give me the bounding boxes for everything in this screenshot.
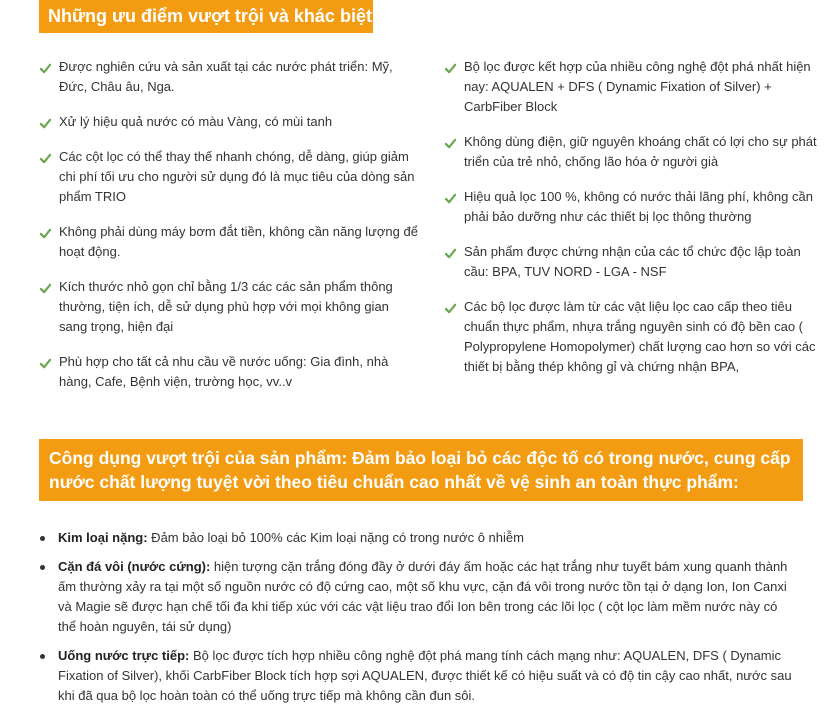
feature-item-text: Bộ lọc được kết hợp của nhiều công nghệ đột phá nhất hiện nay: AQUALEN + DFS ( Dynamic Fixation of Silver) + CarbFiber Block (464, 59, 811, 114)
benefit-term: Uống nước trực tiếp: (58, 648, 190, 663)
benefit-list (38, 528, 798, 715)
benefit-text: hiện tượng cặn trắng đóng đầy ở dưới đáy ấm hoặc các hạt trắng như tuyết bám xung quanh thành ấm thường xảy ra tại một số nguồn nước có độ cứng cao, một số khu vực, cặn đá vôi trong nước tồn tại ở dạng Ion, Ion Canxi và Magie sẽ được hạn chế tối đa khi tiếp xúc với các vật liệu trao đổi Ion bên trong các lõi lọc ( cột lọc làm mềm nước này có thể hoàn nguyên, tái sử dụng) (58, 559, 788, 634)
feature-item-text: Được nghiên cứu và sản xuất tại các nước phát triển: Mỹ, Đức, Châu âu, Nga. (59, 59, 393, 94)
section1-title: Những ưu điểm vượt trội và khác biệt (39, 0, 373, 33)
feature-item-text: Kích thước nhỏ gọn chỉ bằng 1/3 các các sản phẩm thông thường, tiện ích, dễ sử dụng phù hợp với mọi không gian sang trọng, hiện đại (59, 279, 393, 334)
feature-item (443, 297, 823, 377)
feature-item (443, 132, 823, 172)
benefit-item (38, 557, 798, 637)
feature-item-text: Sản phẩm được chứng nhận của các tổ chức độc lập toàn cầu: BPA, TUV NORD - LGA - NSF (464, 244, 801, 279)
feature-item (38, 57, 418, 97)
feature-item-text: Xử lý hiệu quả nước có màu Vàng, có mùi tanh (59, 114, 333, 129)
benefit-text: Đảm bảo loại bỏ 100% các Kim loại nặng có trong nước ô nhiễm (147, 530, 524, 545)
check-icon (40, 60, 50, 70)
check-icon (445, 60, 455, 70)
bullet-dot (40, 536, 45, 541)
feature-item (443, 57, 823, 117)
feature-item (38, 147, 418, 207)
benefit-term: Cặn đá vôi (nước cứng): (58, 559, 211, 574)
feature-item (38, 222, 418, 262)
feature-item (443, 242, 823, 282)
feature-item (38, 352, 418, 392)
benefit-text: Bộ lọc được tích hợp nhiều công nghệ đột phá mang tính cách mạng như: AQUALEN, DFS ( Dynamic Fixation of Silver), khối CarbFiber Block tích hợp sợi AQUALEN, được thiết kế có hiệu suất và có độ tin cậy cao nhất, nước sau khi đã qua bộ lọc hoàn toàn có thể uống trực tiếp mà không cần đun sôi. (58, 648, 792, 703)
feature-item-text: Phù hợp cho tất cả nhu cầu về nước uống: Gia đình, nhà hàng, Cafe, Bệnh viện, trường học, vv..v (59, 354, 389, 389)
check-icon (40, 150, 50, 160)
feature-item (38, 277, 418, 337)
check-icon (40, 280, 50, 290)
check-icon (40, 115, 50, 125)
check-icon (445, 300, 455, 310)
feature-item (38, 112, 418, 132)
benefit-term: Kim loại nặng: (58, 530, 148, 545)
feature-item-text: Hiệu quả lọc 100 %, không có nước thải lãng phí, không cần phải bảo dưỡng như các thiết bị lọc thông thường (464, 189, 813, 224)
check-icon (445, 245, 455, 255)
feature-item-text: Các bộ lọc được làm từ các vật liệu lọc cao cấp theo tiêu chuẩn thực phẩm, nhựa trắng nguyên sinh có độ bền cao ( Polypropylene Homopolymer) chất lượng cao hơn so với các thiết bị bằng thép không gỉ và chứng nhận BPA, (464, 299, 816, 374)
right-feature-list (443, 57, 823, 392)
check-icon (445, 190, 455, 200)
feature-item-text: Không dùng điện, giữ nguyên khoáng chất có lợi cho sự phát triển của trẻ nhỏ, chống lão hóa ở người già (464, 134, 817, 169)
feature-item (443, 187, 823, 227)
feature-item-text: Các cột lọc có thể thay thế nhanh chóng, dễ dàng, giúp giảm chi phí tối ưu cho người sử dụng đó là mục tiêu của dòng sản phẩm TRIO (59, 149, 415, 204)
check-icon (445, 135, 455, 145)
left-feature-list (38, 57, 418, 407)
bullet-dot (40, 565, 45, 570)
benefit-item (38, 528, 798, 548)
benefit-item (38, 646, 798, 706)
feature-item-text: Không phải dùng máy bơm đắt tiền, không cần năng lượng để hoạt động. (59, 224, 418, 259)
check-icon (40, 355, 50, 365)
section2-title: Công dụng vượt trội của sản phẩm: Đảm bảo loại bỏ các độc tố có trong nước, cung cấp nước chất lượng tuyệt vời theo tiêu chuẩn cao nhất về vệ sinh an toàn thực phẩm: (39, 439, 803, 501)
check-icon (40, 225, 50, 235)
bullet-dot (40, 654, 45, 659)
